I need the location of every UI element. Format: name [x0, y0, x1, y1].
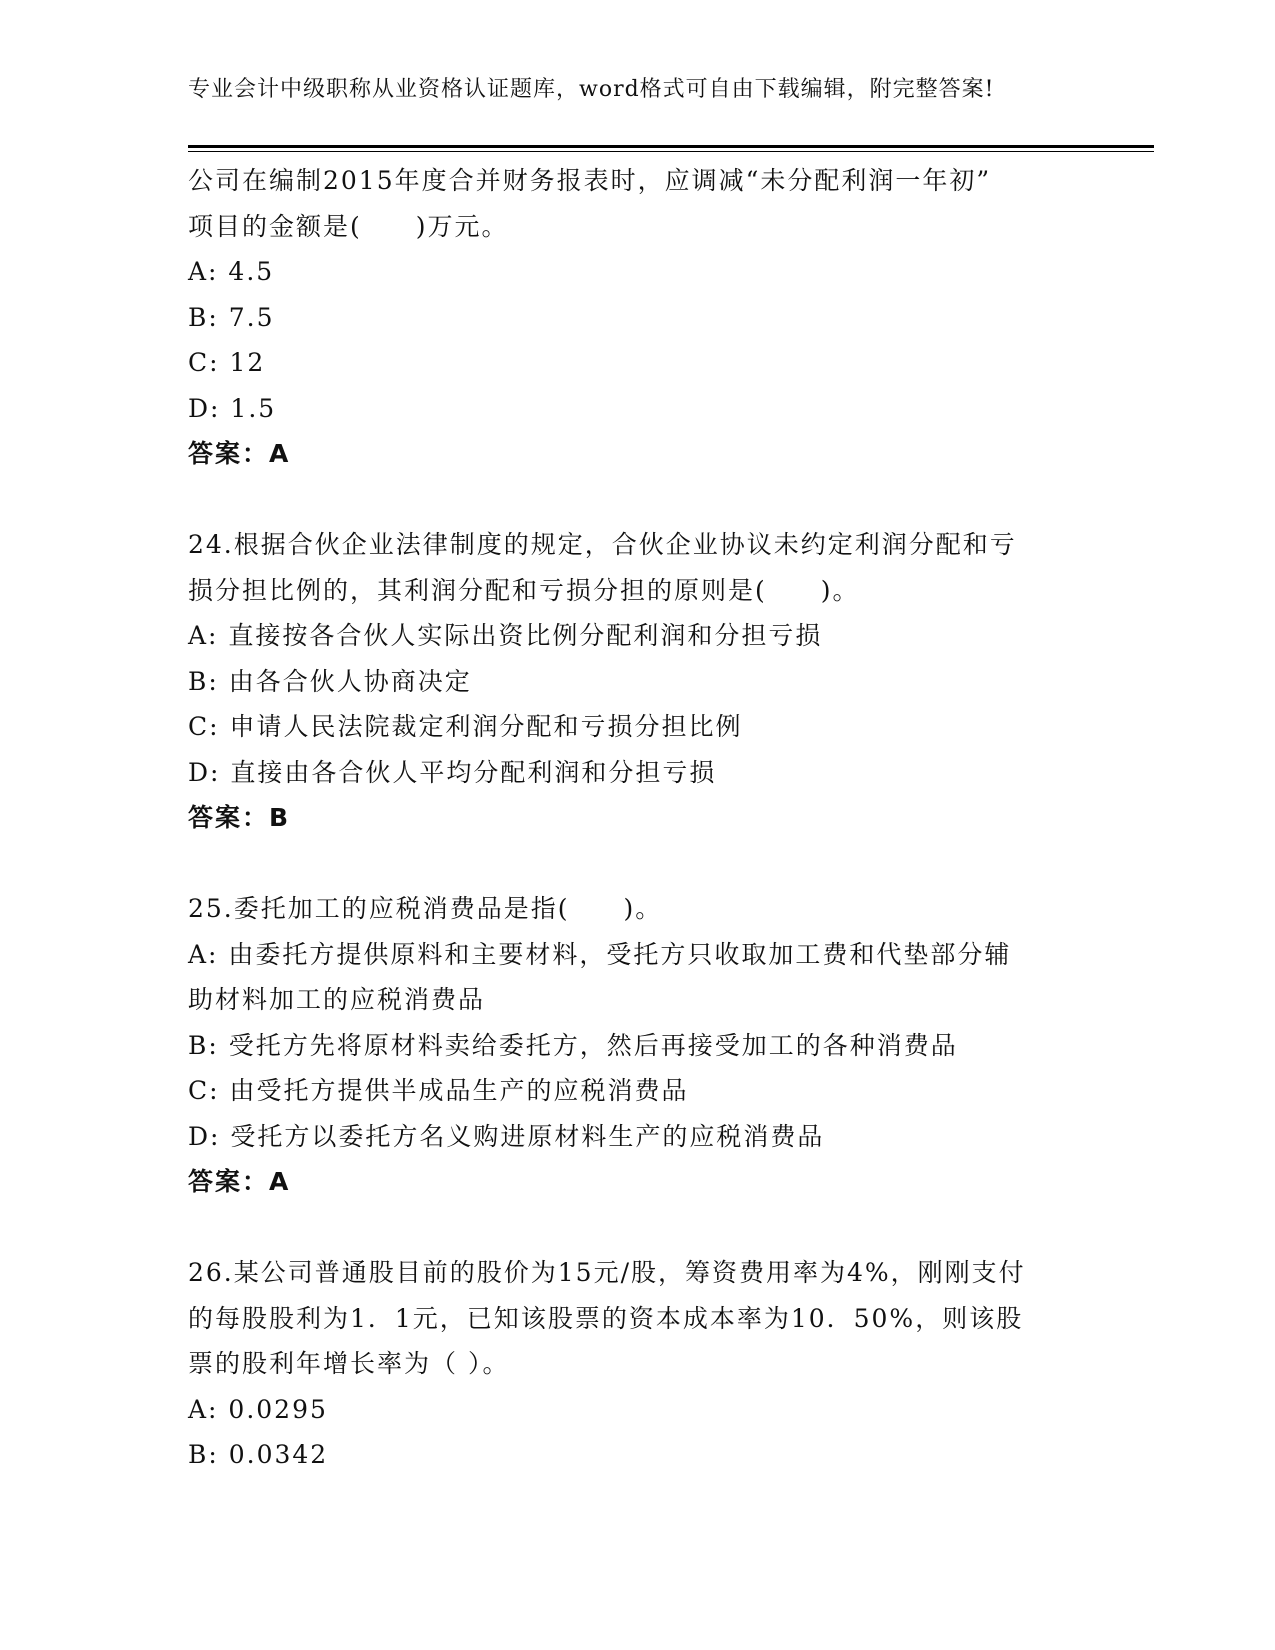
page-header: 专业会计中级职称从业资格认证题库，word格式可自由下载编辑，附完整答案!: [188, 77, 995, 102]
question-stem-line: 票的股利年增长率为（ ）。: [188, 1349, 510, 1378]
option-a-continued: 助材料加工的应税消费品: [188, 985, 486, 1014]
option-a: A: 由委托方提供原料和主要材料，受托方只收取加工费和代垫部分辅: [188, 939, 1012, 969]
option-b: B: 受托方先将原材料卖给委托方，然后再接受加工的各种消费品: [188, 1030, 958, 1060]
option-a: A: 4.5: [188, 257, 275, 286]
spacer: [188, 477, 1148, 523]
question-24: [188, 522, 1148, 841]
header-rule-thin: [188, 151, 1154, 152]
option-c: C: 12: [188, 348, 266, 377]
option-a: A: 0.0295: [188, 1394, 328, 1424]
option-b: B: 7.5: [188, 302, 275, 332]
answer-line: 答案：A: [188, 439, 291, 468]
question-23: [188, 158, 1148, 477]
question-stem-line: 项目的金额是( )万元。: [188, 211, 509, 241]
spacer: [188, 841, 1148, 887]
option-d: D: 受托方以委托方名义购进原材料生产的应税消费品: [188, 1121, 825, 1151]
question-stem-line: 的每股股利为1．1元，已知该股票的资本成本率为10．50%，则该股: [188, 1303, 1024, 1333]
question-stem-line: 25.委托加工的应税消费品是指( )。: [188, 894, 663, 923]
spacer: [188, 1205, 1148, 1251]
question-stem-line: 24.根据合伙企业法律制度的规定，合伙企业协议未约定利润分配和亏: [188, 530, 1017, 559]
question-body: [188, 158, 1148, 1478]
option-c: C: 由受托方提供半成品生产的应税消费品: [188, 1076, 689, 1105]
option-b: B: 由各合伙人协商决定: [188, 666, 472, 696]
question-stem-line: 26.某公司普通股目前的股价为15元/股，筹资费用率为4%，刚刚支付: [188, 1258, 1026, 1287]
option-b: B: 0.0342: [188, 1440, 329, 1469]
question-stem-line: 公司在编制2015年度合并财务报表时，应调减“未分配利润一年初”: [188, 166, 992, 195]
answer-line: 答案：A: [188, 1167, 291, 1196]
answer-line: 答案：B: [188, 803, 291, 832]
question-26: [188, 1250, 1148, 1478]
question-stem-line: 损分担比例的，其利润分配和亏损分担的原则是( )。: [188, 575, 860, 605]
question-25: [188, 886, 1148, 1205]
option-a: A: 直接按各合伙人实际出资比例分配利润和分担亏损: [188, 621, 823, 650]
option-d: D: 1.5: [188, 393, 277, 423]
option-c: C: 申请人民法院裁定利润分配和亏损分担比例: [188, 712, 743, 741]
option-d: D: 直接由各合伙人平均分配利润和分担亏损: [188, 757, 717, 787]
header-rule-thick: [188, 145, 1154, 148]
